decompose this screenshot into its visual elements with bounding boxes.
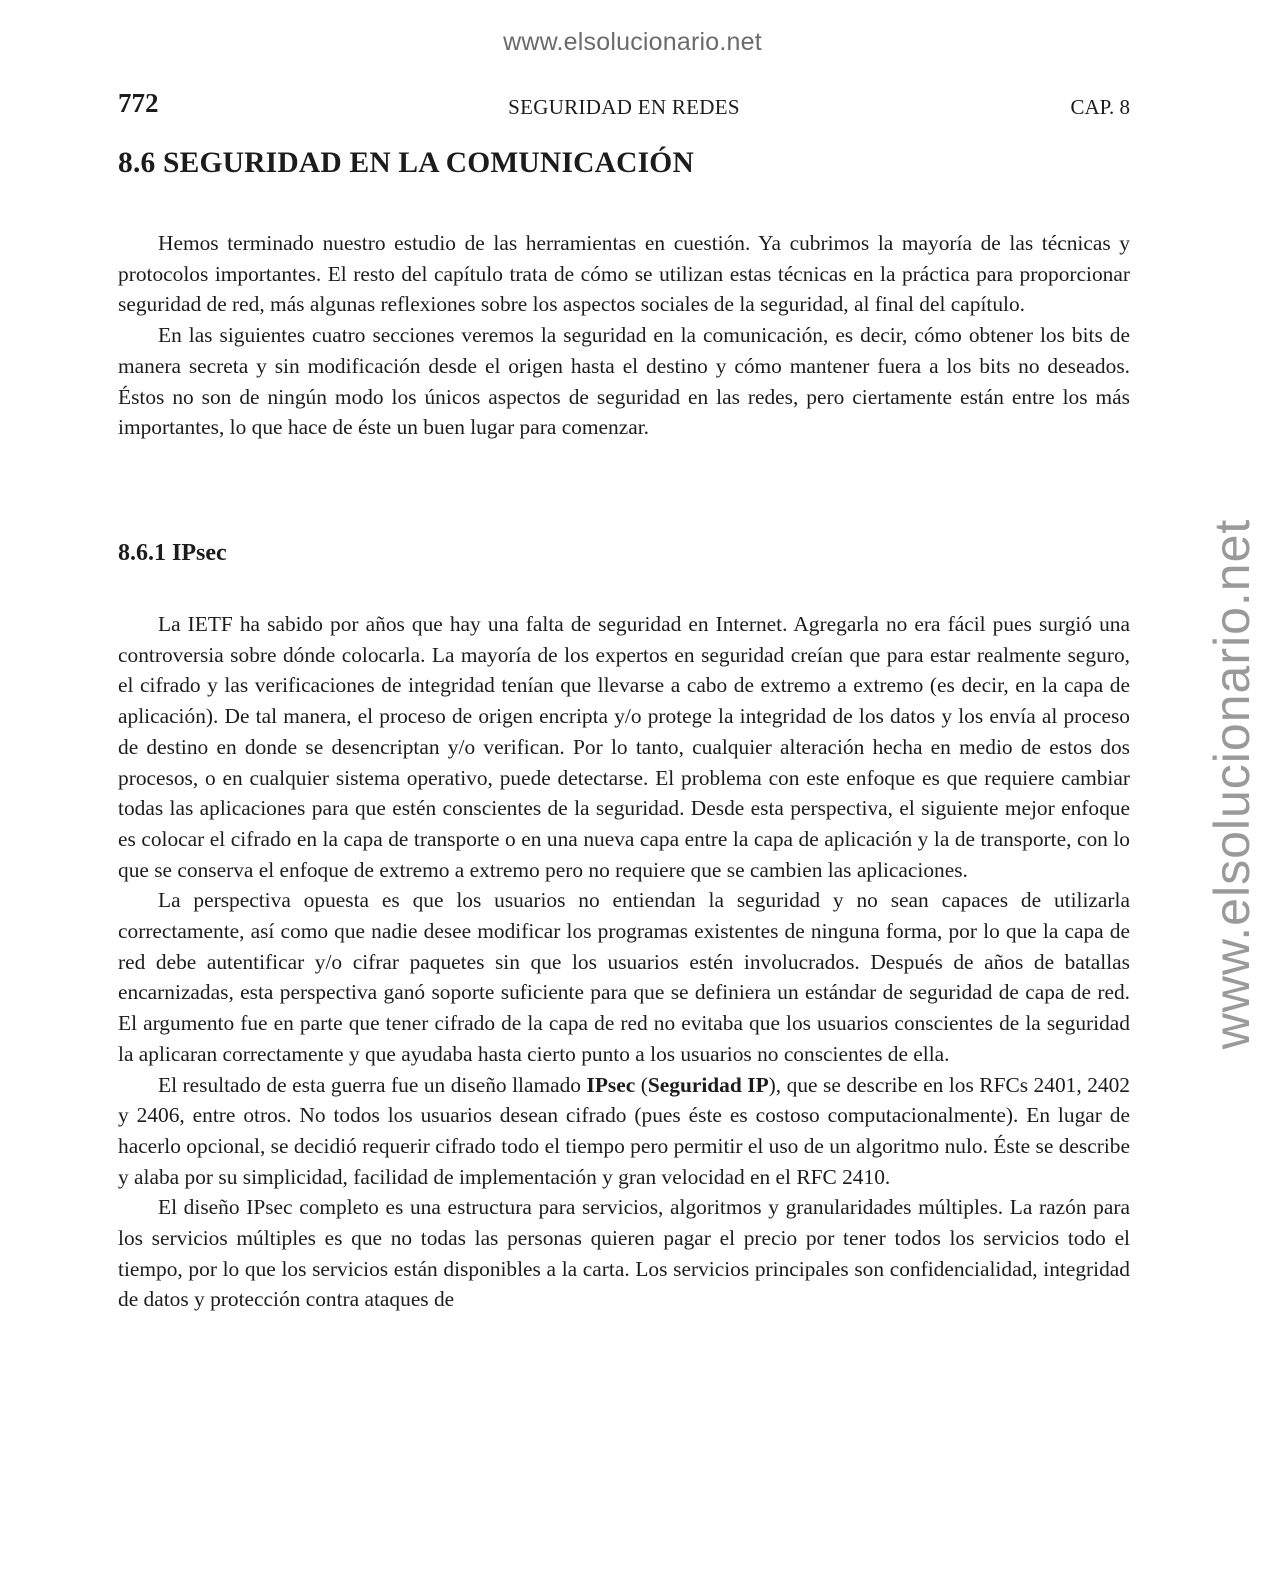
running-title: SEGURIDAD EN REDES (508, 95, 740, 119)
paragraph: Hemos terminado nuestro estudio de las herramientas en cuestión. Ya cubrimos la mayoría de las técnicas y protocolos importantes. El resto del capítulo trata de cómo se utilizan estas técnicas en la práctica para proporcionar seguridad de red, más algunas reflexiones sobre los aspectos sociales de la seguridad, al final del capítulo. (118, 231, 1130, 317)
text-run: El resultado de esta guerra fue un diseño llamado (158, 1072, 587, 1097)
section-intro (118, 228, 1130, 443)
subsection-heading: 8.6.1 IPsec (118, 540, 227, 566)
text-run: ( (635, 1072, 648, 1097)
term-seguridad-ip: Seguridad IP (647, 1072, 769, 1097)
term-ipsec: IPsec (586, 1072, 636, 1097)
watermark-url-top: www.elsolucionario.net (503, 28, 762, 56)
paragraph: La perspectiva opuesta es que los usuarios no entiendan la seguridad y no sean capaces de utilizarla correctamente, así como que nadie desee modificar los programas existentes de ninguna forma, por lo que la capa de red debe autentificar y/o cifrar paquetes sin que los usuarios estén involucrados. Después de años de batallas encarnizadas, esta perspectiva ganó soporte suficiente para que se definiera un estándar de seguridad de capa de red. El argumento fue en parte que tener cifrado de la capa de red no evitaba que los usuarios conscientes de la seguridad la aplicaran correctamente y que ayudaba hasta cierto punto a los usuarios no conscientes de ella. (118, 888, 1130, 1066)
paragraph-ipsec-definition (118, 1070, 1130, 1193)
watermark-url-side: www.elsolucionario.net (1204, 518, 1260, 1050)
running-header (118, 86, 1130, 126)
paragraph: La IETF ha sabido por años que hay una falta de seguridad en Internet. Agregarla no era fácil pues surgió una controversia sobre dónde colocarla. La mayoría de los expertos en seguridad creían que para estar realmente seguro, el cifrado y las verificaciones de integridad tenían que llevarse a cabo de extremo a extremo (es decir, en la capa de aplicación). De tal manera, el proceso de origen encripta y/o protege la integridad de los datos y los envía al proceso de destino en donde se desencriptan y/o verifican. Por lo tanto, cualquier alteración hecha en medio de estos dos procesos, o en cualquier sistema operativo, puede detectarse. El problema con este enfoque es que requiere cambiar todas las aplicaciones para que estén conscientes de la seguridad. Desde esta perspectiva, el siguiente mejor enfoque es colocar el cifrado en la capa de transporte o en una nueva capa entre la capa de aplicación y la de transporte, con lo que se conserva el enfoque de extremo a extremo pero no requiere que se cambien las aplicaciones. (118, 612, 1130, 882)
paragraph: El diseño IPsec completo es una estructura para servicios, algoritmos y granularidades múltiples. La razón para los servicios múltiples es que no todas las personas quieren pagar el precio por tener todos los servicios todo el tiempo, por lo que los servicios están disponibles a la carta. Los servicios principales son confidencialidad, integridad de datos y protección contra ataques de (118, 1195, 1130, 1312)
chapter-label: CAP. 8 (1070, 95, 1130, 119)
page-number: 772 (118, 88, 159, 118)
text-run: ), que se describe en los RFCs 2401, 2402 y 2406, entre otros. No todos los usuarios desean cifrado (pues éste es costoso computacionalmente). En lugar de hacerlo opcional, se decidió requerir cifrado todo el tiempo pero permitir el uso de un algoritmo nulo. Éste se describe y alaba por su simplicidad, facilidad de implementación y gran velocidad en el RFC 2410. (118, 1072, 1130, 1189)
subsection-body (118, 609, 1130, 1315)
section-heading: 8.6 SEGURIDAD EN LA COMUNICACIÓN (118, 147, 694, 179)
paragraph: En las siguientes cuatro secciones veremos la seguridad en la comunicación, es decir, cómo obtener los bits de manera secreta y sin modificación desde el origen hasta el destino y cómo mantener fuera a los bits no deseados. Éstos no son de ningún modo los únicos aspectos de seguridad en las redes, pero ciertamente están entre los más importantes, lo que hace de éste un buen lugar para comenzar. (118, 323, 1130, 440)
